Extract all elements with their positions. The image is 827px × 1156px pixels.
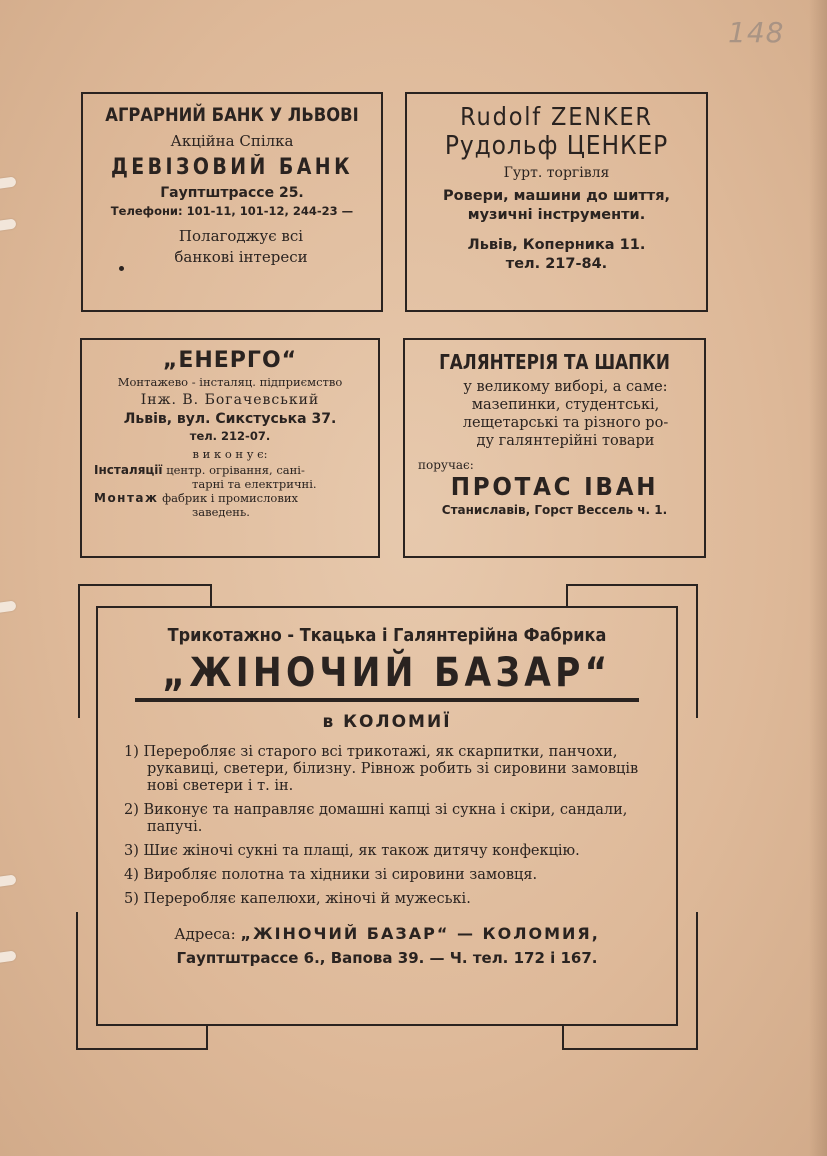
energo-work2-label: Монтаж <box>94 491 159 505</box>
protas-line4: ду галянтерійні товари <box>476 433 655 449</box>
protas-line3: лещетарські та різного ро- <box>462 415 669 431</box>
bazar-address-name: „ЖІНОЧИЙ БАЗАР“ — КОЛОМИЯ, <box>240 924 600 943</box>
bank-name: ДЕВІЗОВИЙ БАНК <box>111 155 353 180</box>
energo-work2-text: фабрик і промислових <box>162 491 298 505</box>
list-item: 4) Виробляє полотна та хідники зі сировини замовця. <box>124 867 538 883</box>
protas-recommends: поручає: <box>418 458 474 472</box>
bazar-address-line1 <box>98 924 676 943</box>
bazar-address-label: Адреса: <box>174 925 236 943</box>
ad-energo <box>80 338 380 558</box>
protas-line1: у великому виборі, а саме: <box>463 379 668 395</box>
protas-name: ПРОТАС ІВАН <box>450 472 659 501</box>
energo-phone: тел. 212-07. <box>189 429 271 443</box>
protas-title: ГАЛЯНТЕРІЯ ТА ШАПКИ <box>439 350 670 374</box>
ad-zhinochyi-bazar <box>96 606 678 1026</box>
zenker-address: Львів, Коперника 11. <box>467 237 646 253</box>
energo-work1-cont: тарні та електричні. <box>192 477 317 491</box>
list-item: 1) Переробляє зі старого всі трикотажі, як скарпитки, панчохи, рукавиці, светери, білизну. Рівнож робить зі сировини замовців нові светери і т. ін. <box>124 744 639 794</box>
list-item: 2) Виконує та направляє домашні капці зі сукна і скіри, сандали, папучі. <box>124 802 628 835</box>
bullet-dot <box>119 266 124 271</box>
energo-work1-label: Інсталяції <box>94 463 163 477</box>
bazar-heading: Трикотажно - Ткацька і Галянтерійна Фабрика <box>167 626 607 646</box>
handwritten-page-number: 148 <box>728 16 785 49</box>
ad-agrarian-bank <box>81 92 383 312</box>
bank-service-line1: Полагоджує всі <box>178 227 304 245</box>
energo-work1-text: центр. огрівання, сані- <box>166 463 305 477</box>
list-item: 3) Шиє жіночі сукні та плащі, як також дитячу конфекцію. <box>124 843 580 859</box>
zenker-name-latin: Rudolf ZENKER <box>460 102 653 131</box>
energo-type: Монтажево - інсталяц. підприємство <box>117 375 343 389</box>
protas-address: Станиславів, Горст Вессель ч. 1. <box>441 503 668 517</box>
zenker-goods-line2: музичні інструменти. <box>467 207 646 223</box>
zenker-name-cyrillic: Рудольф ЦЕНКЕР <box>444 131 669 161</box>
bazar-address-line2: Гауптштрассе 6., Вапова 39. — Ч. тел. 172 і 167. <box>176 949 598 967</box>
energo-name: „ЕНЕРГО“ <box>162 348 298 373</box>
bazar-services-list <box>124 744 676 908</box>
list-item: 5) Переробляє капелюхи, жіночі й мужеські. <box>124 891 471 907</box>
bazar-underline <box>135 698 639 702</box>
energo-address: Львів, вул. Сикстуська 37. <box>123 411 337 427</box>
zenker-phone: тел. 217-84. <box>505 256 608 272</box>
bank-phones: Телефони: 101-11, 101-12, 244-23 — <box>110 204 354 218</box>
ad-protas-ivan <box>403 338 706 558</box>
zenker-goods-line1: Ровери, машини до шиття, <box>442 188 671 204</box>
energo-owner: Інж. В. Богачевський <box>140 392 320 408</box>
bank-title: АГРАРНИЙ БАНК У ЛЬВОВІ <box>105 104 359 126</box>
bank-subtitle: Акційна Спілка <box>170 132 294 150</box>
bank-address: Гауптштрассе 25. <box>160 185 304 201</box>
bank-service-line2: банкові інтереси <box>174 248 308 266</box>
zenker-type: Гурт. торгівля <box>503 165 610 181</box>
energo-work2-cont: заведень. <box>192 505 250 519</box>
ad-rudolf-zenker <box>405 92 708 312</box>
page-edge-shadow <box>809 0 827 1156</box>
bazar-name: „ЖІНОЧИЙ БАЗАР“ <box>162 650 612 696</box>
bazar-location: в КОЛОМИЇ <box>322 712 452 732</box>
energo-performs: в и к о н у є: <box>192 447 268 461</box>
protas-line2: мазепинки, студентські, <box>471 397 660 413</box>
